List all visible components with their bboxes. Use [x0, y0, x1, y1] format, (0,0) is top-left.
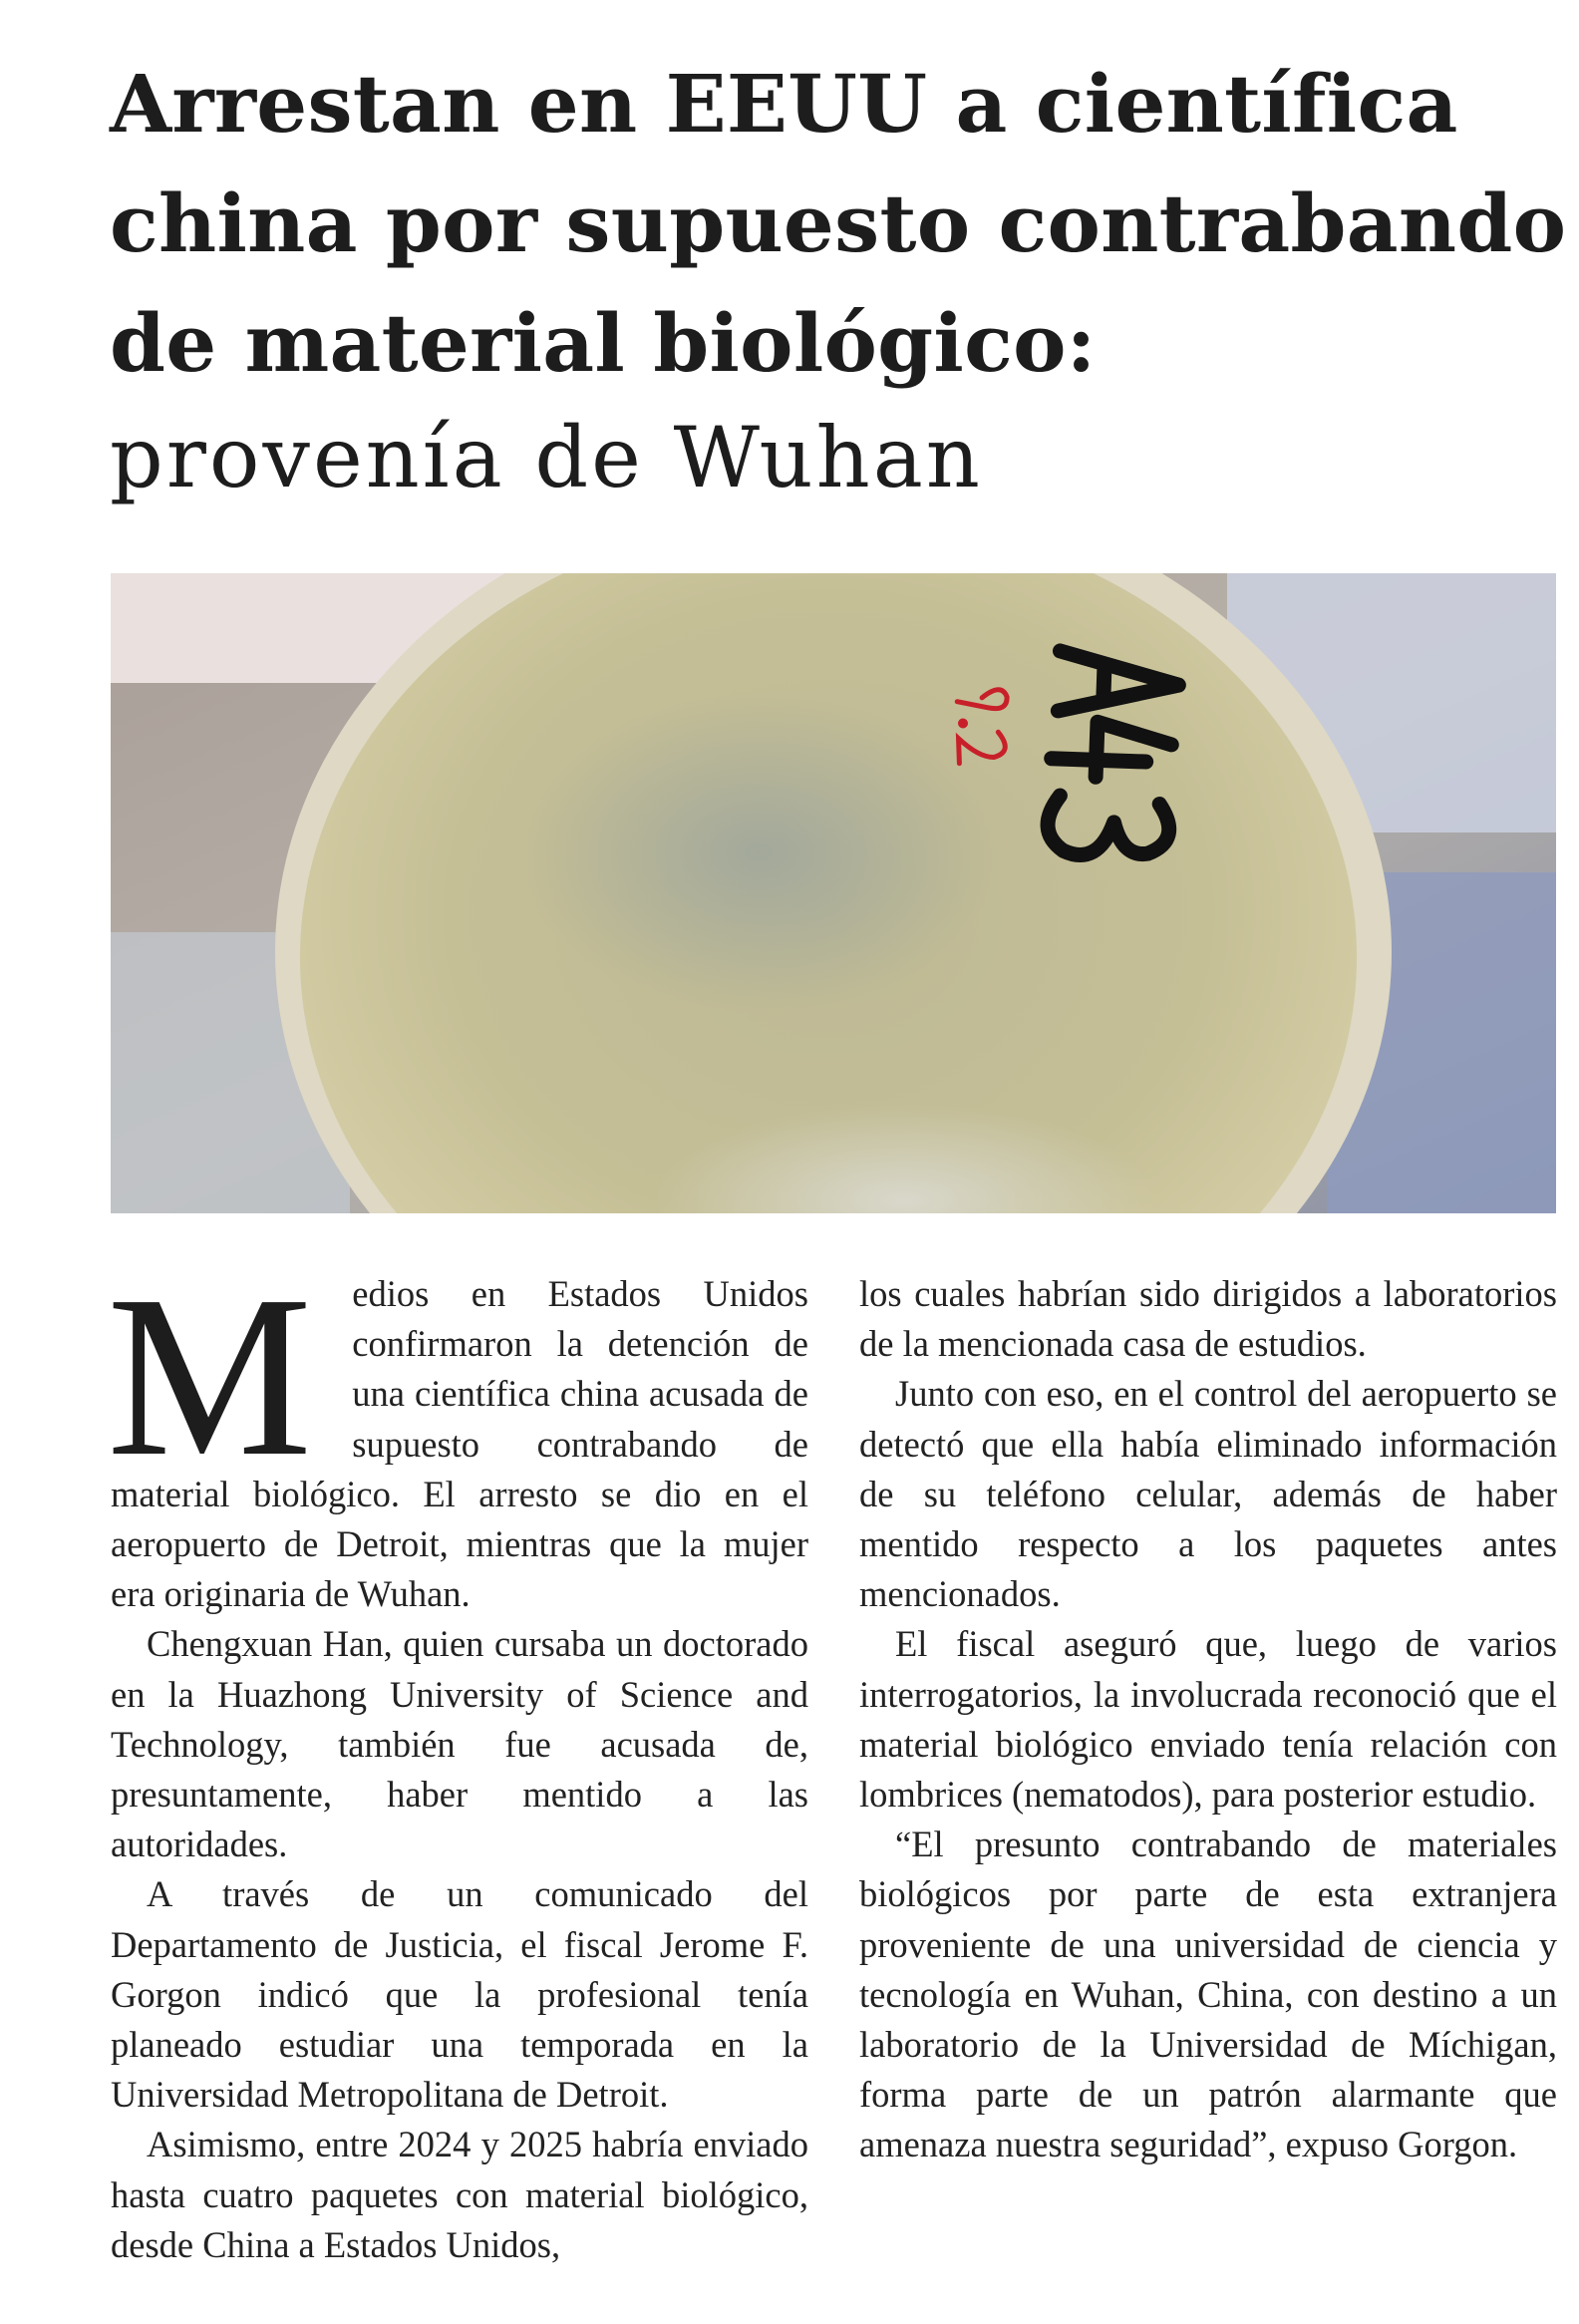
article-column-left	[107, 1248, 808, 2270]
article-column-right	[859, 1269, 1557, 2170]
subheadline: provenía de Wuhan	[110, 409, 983, 506]
paragraph-6: Junto con eso, en el control del aeropuerto se detectó que ella había eliminado información de su teléfono celular, además de haber mentido respecto a los paquetes antes mencionados.	[859, 1373, 1557, 1615]
headline	[110, 44, 1567, 403]
headline-line-1: Arrestan en EEUU a científica	[110, 57, 1458, 151]
petri-dish-image	[111, 573, 1556, 1213]
headline-line-3: de material biológico:	[110, 296, 1097, 390]
paragraph-1-text: edios en Estados Unidos confirmaron la detención de una científica china acusada de supuesto contrabando de material biológico. El arresto se dio en el aeropuerto de Detroit, mientras que la mujer era originaria de Wuhan.	[111, 1273, 808, 1615]
headline-line-2: china por supuesto contrabando	[110, 176, 1567, 270]
paragraph-4: Asimismo, entre 2024 y 2025 habría enviado hasta cuatro paquetes con material biológico, desde China a Estados Unidos,	[111, 2124, 808, 2265]
article-photo	[111, 573, 1556, 1213]
paragraph-3: A través de un comunicado del Departamento de Justicia, el fiscal Jerome F. Gorgon indicó que la profesional tenía planeado estudiar una temporada en la Universidad Metropolitana de Detroit.	[111, 1873, 808, 2116]
paragraph-5: los cuales habrían sido dirigidos a laboratorios de la mencionada casa de estudios.	[859, 1273, 1557, 1365]
paragraph-8: “El presunto contrabando de materiales biológicos por parte de esta extranjera proveniente de una universidad de ciencia y tecnología en Wuhan, China, con destino a un laboratorio de la Universidad de Míchigan, forma parte de un patrón alarmante que amenaza nuestra seguridad”, expuso Gorgon.	[859, 1824, 1557, 2165]
drop-cap: M	[107, 1248, 313, 1504]
paragraph-7: El fiscal aseguró que, luego de varios interrogatorios, la involucrada reconoció que el material biológico enviado tenía relación con lombrices (nematodos), para posterior estudio.	[859, 1623, 1557, 1816]
paragraph-2: Chengxuan Han, quien cursaba un doctorado en la Huazhong University of Science and Technology, también fue acusada de, presuntamente, haber mentido a las autoridades.	[111, 1623, 808, 1865]
paragraph-1	[107, 1248, 808, 1619]
